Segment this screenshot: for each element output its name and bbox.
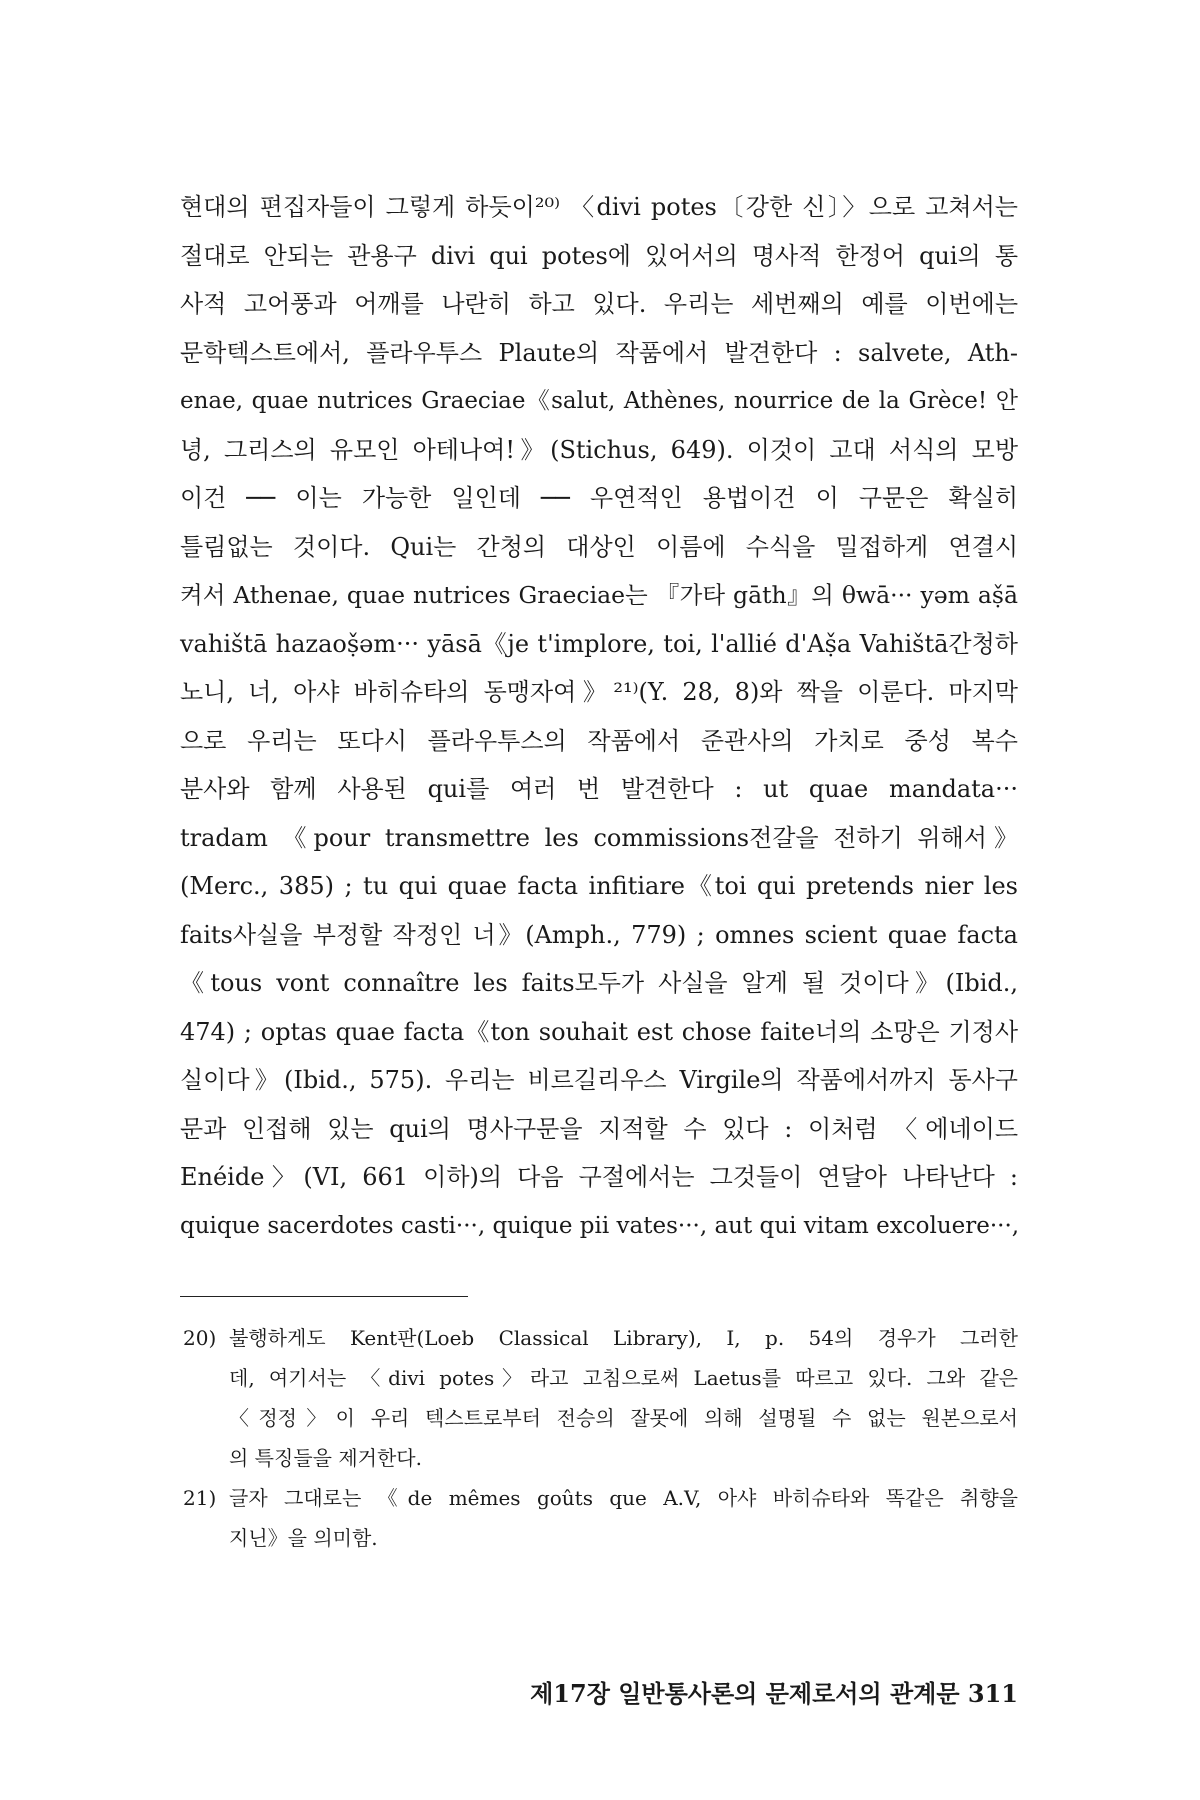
footnote-line: 의 특징들을 제거한다. bbox=[229, 1446, 422, 1470]
text-line: 《tous vont connaître les faits모두가 사실을 알게 될 것이다》(Ibid., bbox=[180, 969, 1018, 997]
text-line: (Merc., 385) ; tu qui quae facta infitiare《toi qui pretends nier les bbox=[180, 872, 1018, 900]
footnote-line: 〈정정〉이 우리 텍스트로부터 전승의 잘못에 의해 설명될 수 없는 원본으로서 bbox=[229, 1406, 1018, 1430]
footnote-line: 지닌》을 의미함. bbox=[229, 1526, 378, 1550]
text-line: 문학텍스트에서, 플라우투스 Plaute의 작품에서 발견한다 : salvete, Ath- bbox=[180, 338, 1018, 367]
text-line: faits사실을 부정할 작정인 너》(Amph., 779) ; omnes scient quae facta bbox=[180, 920, 1018, 949]
running-footer-page-number: 제17장 일반통사론의 문제로서의 관계문 311 bbox=[530, 1679, 1018, 1708]
footnote-number: 20) bbox=[183, 1326, 217, 1350]
text-line: 틀림없는 것이다. Qui는 간청의 대상인 이름에 수식을 밀접하게 연결시 bbox=[180, 532, 1018, 561]
footnote-number: 21) bbox=[183, 1486, 217, 1510]
footnotes bbox=[183, 1318, 1018, 1558]
footnote-line: 글자 그대로는 《de mêmes goûts que A.V, 아샤 바히슈타와 똑같은 취향을 bbox=[229, 1486, 1018, 1510]
footnote-line: 데, 여기서는 〈divi potes〉라고 고침으로써 Laetus를 따르고 있다. 그와 같은 bbox=[229, 1366, 1018, 1390]
footnote-20 bbox=[183, 1318, 1018, 1478]
text-line: 으로 우리는 또다시 플라우투스의 작품에서 준관사의 가치로 중성 복수 bbox=[180, 726, 1018, 755]
footnote-text bbox=[229, 1478, 1018, 1558]
footnote-line: 불행하게도 Kent판(Loeb Classical Library), I, p. 54의 경우가 그러한 bbox=[229, 1326, 1018, 1350]
text-line: quique sacerdotes casti···, quique pii vates···, aut qui vitam excoluere···, bbox=[180, 1212, 1020, 1239]
text-line: enae, quae nutrices Graeciae《salut, Athènes, nourrice de la Grèce! 안 bbox=[180, 388, 1018, 414]
text-line: 이건 ── 이는 가능한 일인데 ── 우연적인 용법이건 이 구문은 확실히 bbox=[180, 484, 1018, 512]
footnote-separator bbox=[180, 1296, 468, 1297]
text-line: Enéide〉(VI, 661 이하)의 다음 구절에서는 그것들이 연달아 나타난다 : bbox=[180, 1163, 1018, 1191]
text-line: 분사와 함께 사용된 qui를 여러 번 발견한다 : ut quae mandata··· bbox=[180, 775, 1018, 803]
text-line: 절대로 안되는 관용구 divi qui potes에 있어서의 명사적 한정어 qui의 통 bbox=[180, 241, 1018, 270]
footnote-text bbox=[229, 1318, 1018, 1478]
text-line: 실이다》(Ibid., 575). 우리는 비르길리우스 Virgile의 작품에서까지 동사구 bbox=[180, 1066, 1018, 1094]
text-line: vahištā hazaoṣ̌əm··· yāsā《je t'implore, toi, l'allié d'Aṣ̌a Vahištā간청하 bbox=[180, 629, 1018, 658]
text-line: 사적 고어풍과 어깨를 나란히 하고 있다. 우리는 세번째의 예를 이번에는 bbox=[180, 290, 1018, 318]
text-line: 현대의 편집자들이 그렇게 하듯이²⁰⁾ 〈divi potes〔강한 신〕〉으로 고쳐서는 bbox=[180, 193, 1018, 221]
text-line: 문과 인접해 있는 qui의 명사구문을 지적할 수 있다 : 이처럼 〈에네이드 bbox=[180, 1114, 1018, 1143]
text-line: 켜서 Athenae, quae nutrices Graeciae는 『가타 gāth』의 θwā··· yəm aṣ̌ā bbox=[180, 581, 1018, 609]
text-line: tradam 《pour transmettre les commissions전갈을 전하기 위해서》 bbox=[180, 823, 1018, 852]
text-line: 녕, 그리스의 유모인 아테나여!》(Stichus, 649). 이것이 고대 서식의 모방 bbox=[180, 435, 1018, 464]
text-line: 노니, 너, 아샤 바히슈타의 동맹자여》²¹⁾(Y. 28, 8)와 짝을 이룬다. 마지막 bbox=[180, 678, 1018, 706]
text-line: 474) ; optas quae facta《ton souhait est chose faite너의 소망은 기정사 bbox=[180, 1017, 1018, 1046]
footnote-21 bbox=[183, 1478, 1018, 1558]
body-paragraph bbox=[180, 183, 1018, 1250]
